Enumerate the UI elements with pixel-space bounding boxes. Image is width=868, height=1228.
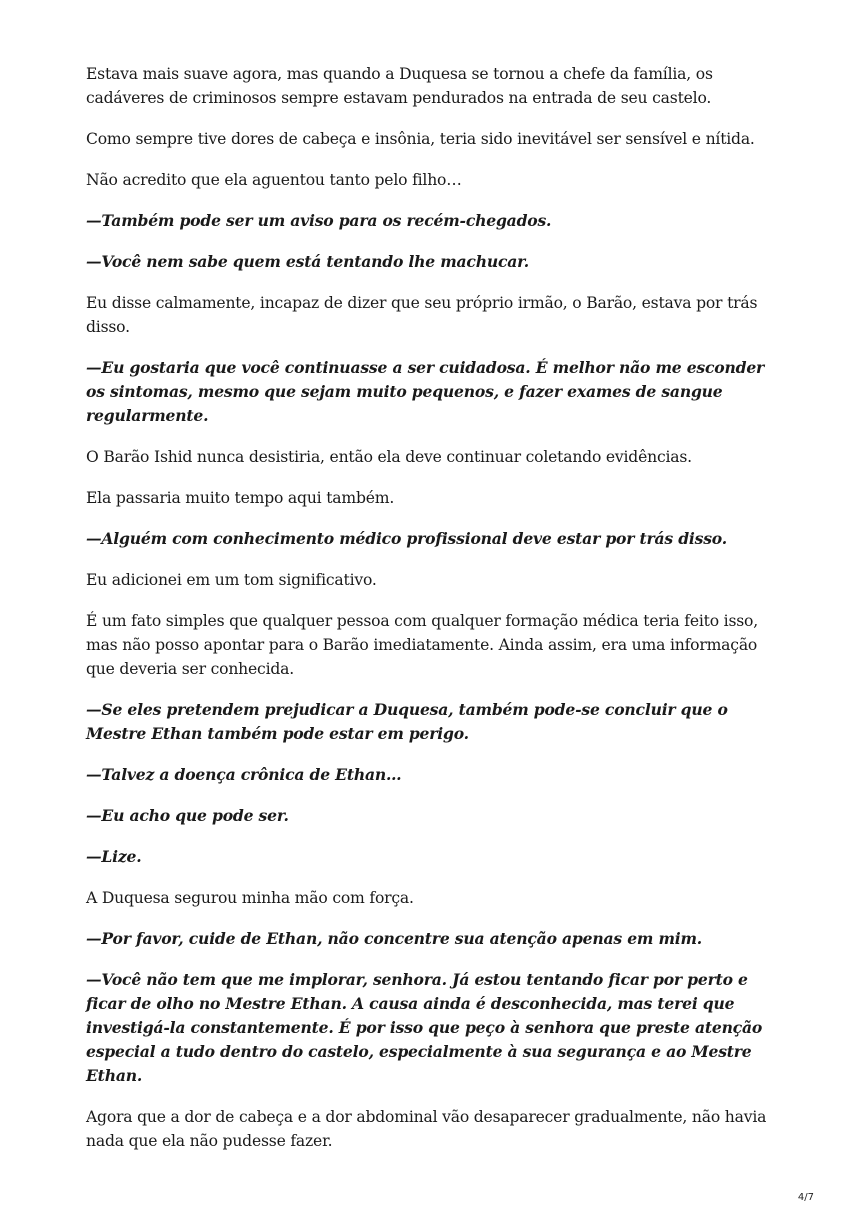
dialog-line: —Eu acho que pode ser. <box>86 806 289 825</box>
paragraph: Eu disse calmamente, incapaz de dizer que seu próprio irmão, o Barão, estava por trás disso. <box>86 294 758 336</box>
paragraph: A Duquesa segurou minha mão com força. <box>86 889 414 907</box>
dialog-line: —Lize. <box>86 847 142 866</box>
paragraph: É um fato simples que qualquer pessoa com qualquer formação médica teria feito isso, mas não posso apontar para o Barão imediatamente. Ainda assim, era uma informação que deveria ser conhecida. <box>86 612 758 678</box>
paragraph: Como sempre tive dores de cabeça e insônia, teria sido inevitável ser sensível e nítida. <box>86 130 755 148</box>
dialog-line: —Talvez a doença crônica de Ethan… <box>86 765 402 784</box>
dialog-line: —Por favor, cuide de Ethan, não concentre sua atenção apenas em mim. <box>86 929 702 948</box>
paragraph: Agora que a dor de cabeça e a dor abdominal vão desaparecer gradualmente, não havia nada que ela não pudesse fazer. <box>86 1108 767 1150</box>
dialog-line: —Você não tem que me implorar, senhora. Já estou tentando ficar por perto e ficar de olho no Mestre Ethan. A causa ainda é desconhecida, mas terei que investigá-la constantemente. É por isso que peço à senhora que preste atenção especial a tudo dentro do castelo, especialmente à sua segurança e ao Mestre Ethan. <box>86 970 763 1085</box>
paragraph: O Barão Ishid nunca desistiria, então ela deve continuar coletando evidências. <box>86 448 692 466</box>
paragraph: Eu adicionei em um tom significativo. <box>86 571 377 589</box>
dialog-line: —Também pode ser um aviso para os recém-chegados. <box>86 211 552 230</box>
page-number: 4/7 <box>797 1192 814 1203</box>
document-page <box>86 62 786 1170</box>
paragraph: Estava mais suave agora, mas quando a Duquesa se tornou a chefe da família, os cadáveres de criminosos sempre estavam pendurados na entrada de seu castelo. <box>86 65 713 107</box>
dialog-line: —Se eles pretendem prejudicar a Duquesa, também pode-se concluir que o Mestre Ethan também pode estar em perigo. <box>86 700 728 743</box>
paragraph: Não acredito que ela aguentou tanto pelo filho… <box>86 171 462 189</box>
paragraph: Ela passaria muito tempo aqui também. <box>86 489 395 507</box>
dialog-line: —Você nem sabe quem está tentando lhe machucar. <box>86 252 529 271</box>
dialog-line: —Eu gostaria que você continuasse a ser cuidadosa. É melhor não me esconder os sintomas, mesmo que sejam muito pequenos, e fazer exames de sangue regularmente. <box>86 358 765 425</box>
dialog-line: —Alguém com conhecimento médico profissional deve estar por trás disso. <box>86 529 727 548</box>
